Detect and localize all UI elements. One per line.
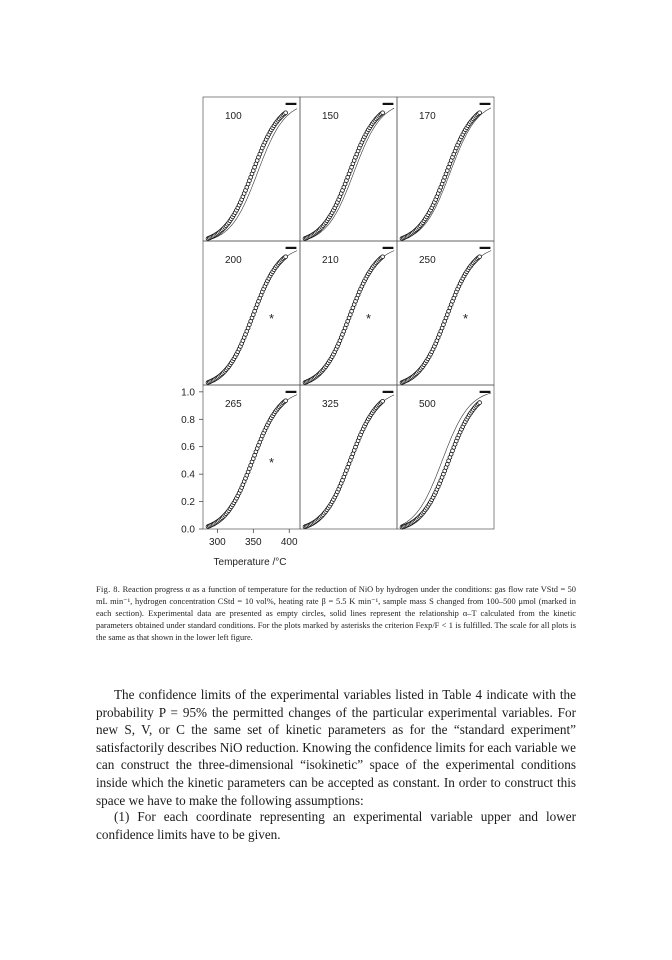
panel-label: 250 [419, 255, 436, 266]
calculated-curve [401, 393, 492, 525]
panel-frame [397, 97, 494, 241]
panel-label: 170 [419, 111, 436, 122]
x-tick-label: 400 [280, 537, 298, 548]
experimental-points [206, 255, 287, 385]
panel-label: 500 [419, 399, 436, 410]
panel-frame [397, 385, 494, 529]
asterisk-marker: * [366, 311, 372, 326]
panel-label: 210 [322, 255, 339, 266]
experimental-points [400, 111, 481, 241]
panel-label: 100 [225, 111, 242, 122]
y-tick-label: 0.8 [181, 414, 195, 426]
panel-265 [203, 385, 300, 529]
panel-frame [203, 241, 300, 385]
experimental-points [206, 111, 287, 241]
panel-frame [300, 97, 397, 241]
panel-325 [300, 385, 397, 529]
y-tick-label: 0.4 [181, 469, 195, 481]
data-point [478, 111, 482, 115]
panel-label: 150 [322, 111, 339, 122]
caption-figure-number: Fig. 8. [96, 585, 121, 594]
y-axis [181, 387, 203, 535]
body-paragraph-1: The confidence limits of the experimental variables listed in Table 4 indicate with the probability P = 95% the permitted changes of the particular experimental variables. For new S, V, or C the same set of kinetic parameters as for the “standard experiment” satisfactorily describes NiO reduction. Knowing the confidence limits for each variable we can construct the three-dimensional “isokinetic” space of the experimental conditions inside which the kinetic parameters can be accepted as constant. In order to construct this space we have to make the following assumptions: [96, 687, 576, 808]
experimental-points [303, 399, 384, 528]
y-tick-label: 0.6 [181, 442, 195, 454]
y-tick-label: 1.0 [181, 387, 195, 399]
panel-frame [397, 241, 494, 385]
panel-frame [300, 385, 397, 529]
panel-100 [203, 97, 300, 241]
asterisk-marker: * [269, 455, 275, 470]
panel-label: 325 [322, 399, 339, 410]
y-tick-label: 0.0 [181, 524, 195, 536]
data-point [284, 255, 288, 259]
asterisk-marker: * [269, 311, 275, 326]
panel-170 [397, 97, 494, 241]
data-point [381, 255, 385, 259]
x-tick-label: 300 [209, 537, 226, 548]
x-axis-label: Temperature /°C [213, 557, 287, 568]
data-point [381, 111, 385, 115]
panel-250 [397, 241, 494, 385]
data-point [381, 399, 385, 403]
data-point [478, 255, 482, 259]
panel-frame [203, 97, 300, 241]
asterisk-marker: * [463, 311, 469, 326]
panel-frame [203, 385, 300, 529]
experimental-points [400, 255, 481, 385]
data-point [478, 401, 482, 405]
data-point [284, 399, 288, 403]
panel-grid [203, 97, 494, 529]
panel-200 [203, 241, 300, 385]
caption-text: Reaction progress α as a function of temperature for the reduction of NiO by hydrogen under the conditions: gas flow rate VStd = 50 mL min⁻¹, hydrogen concentration CStd = 10 vol%, heating rate β = 5.5 K min⁻¹, sample mass S changed from 100–500 μmol (marked in each section). Experimental data are presented as empty circles, solid lines represent the relationship α–T calculated from the kinetic parameters obtained under standard conditions. For the plots marked by asterisks the criterion Fexp/F < 1 is fulfilled. The scale for all plots is the same as that shown in the lower left figure. [96, 585, 576, 642]
panel-label: 265 [225, 399, 242, 410]
panel-210 [300, 241, 397, 385]
y-tick-label: 0.2 [181, 497, 195, 509]
experimental-points [206, 399, 287, 528]
panel-150 [300, 97, 397, 241]
x-tick-label: 350 [244, 537, 262, 548]
figure-caption [96, 584, 576, 644]
experimental-points [303, 255, 384, 385]
panel-frame [300, 241, 397, 385]
x-axis [209, 529, 298, 548]
panel-label: 200 [225, 255, 242, 266]
body-paragraph-2: (1) For each coordinate representing an experimental variable upper and lower confidence limits have to be given. [96, 809, 576, 842]
data-point [284, 111, 288, 115]
panel-500 [397, 385, 494, 529]
